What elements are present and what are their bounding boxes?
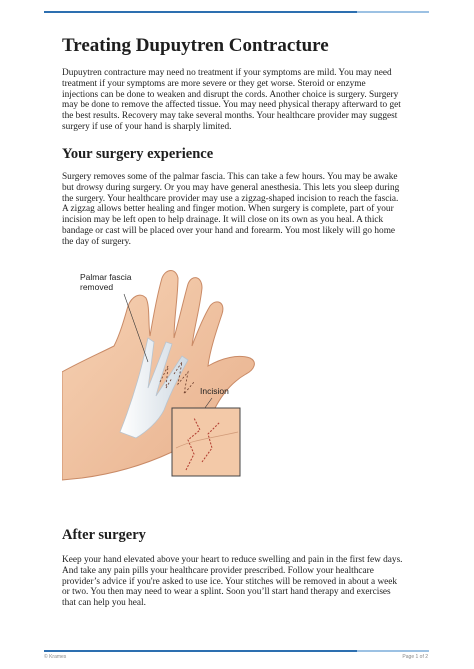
hand-illustration	[62, 262, 402, 482]
paragraph-line: but drowsy during surgery. Or you may have general anesthesia. This lets you sleep during	[62, 182, 400, 193]
section-heading-surgery-experience: Your surgery experience	[62, 146, 214, 162]
after-surgery-paragraph	[62, 555, 422, 609]
intro-line: the best results. Recovery may take several months. Your healthcare provider may suggest	[62, 111, 398, 122]
paragraph-line: the day of surgery.	[62, 236, 131, 247]
footer-page-number: Page 1 of 2	[402, 654, 428, 660]
intro-line: injections can be done to weaken and disrupt the cords. Another choice is surgery. Surgery	[62, 89, 399, 100]
incision-inset-box	[172, 408, 240, 476]
paragraph-line: bandage or cast will be placed over your hand and forearm. You most likely will go home	[62, 225, 396, 236]
header-rule-accent	[357, 11, 429, 13]
paragraph-line: or two. You then may need to wear a splint. Soon you’ll start hand therapy and exercises	[62, 587, 391, 598]
paragraph-line: provider’s advice if you're asked to use ice. Your stitches will be removed in about a week	[62, 576, 398, 587]
surgery-experience-paragraph	[62, 172, 422, 248]
paragraph-line: that can help you heal.	[62, 598, 146, 609]
hand-illustration-svg	[62, 262, 402, 482]
intro-line: Dupuytren contracture may need no treatment if your symptoms are mild. You may need	[62, 68, 392, 78]
intro-line: treatment if your symptoms are more severe or they get worse. Steroid or enzyme	[62, 78, 366, 89]
intro-line: may be done to remove the affected tissue. You may need physical therapy afterward to get	[62, 100, 401, 111]
header-rule	[44, 11, 429, 13]
footer-rule	[44, 650, 429, 652]
paragraph-line: incision may be left open to help drainage. It will close on its own as you heal. A thick	[62, 215, 384, 226]
intro-line: surgery if use of your hand is sharply limited.	[62, 121, 232, 132]
paragraph-line: And take any pain pills your healthcare provider prescribed. Follow your healthcare	[62, 565, 374, 576]
footer-rule-accent	[357, 650, 429, 652]
label-removed: removed	[80, 282, 114, 292]
paragraph-line: Keep your hand elevated above your heart to reduce swelling and pain in the first few days.	[62, 555, 403, 565]
paragraph-line: the surgery. Your healthcare provider may use a zigzag-shaped incision to reach the fascia.	[62, 193, 399, 204]
label-incision: Incision	[200, 386, 229, 396]
paragraph-line: Surgery removes some of the palmar fascia. This can take a few hours. You may be awake	[62, 172, 398, 182]
label-palmar-fascia: Palmar fascia	[80, 272, 132, 282]
footer-copyright: © Krames	[44, 654, 67, 660]
section-heading-after-surgery: After surgery	[62, 527, 146, 543]
page-title: Treating Dupuytren Contracture	[62, 35, 329, 56]
paragraph-line: A zigzag allows better healing and finger motion. When surgery is complete, part of your	[62, 204, 394, 215]
intro-paragraph	[62, 68, 422, 133]
